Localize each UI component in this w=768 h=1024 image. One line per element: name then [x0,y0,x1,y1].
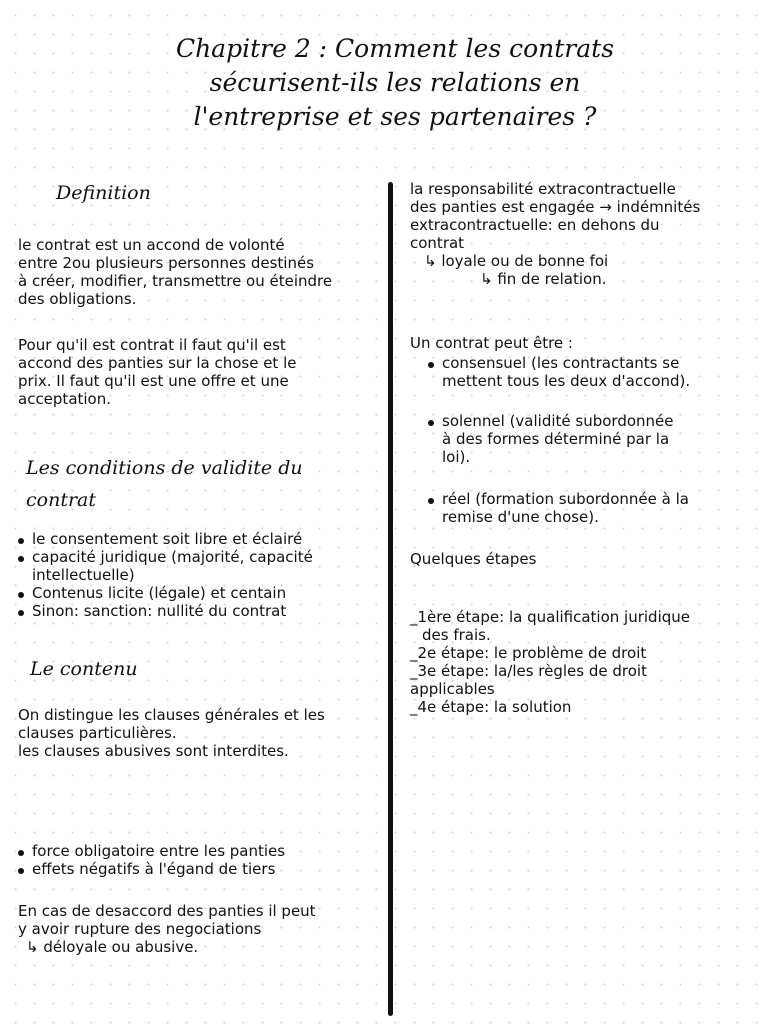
contenu-paragraph [18,706,325,760]
text-line: En cas de desaccord des panties il peut [18,902,316,920]
text-line: accond des panties sur la chose et le [18,354,297,372]
text-line: la responsabilité extracontractuelle [410,180,676,198]
text-line: Pour qu'il est contrat il faut qu'il est [18,336,286,354]
contract-types-intro: Un contrat peut être : [410,334,573,352]
list-item: le consentement soit libre et éclairé [18,530,313,548]
etapes-heading: Quelques étapes [410,550,537,568]
text-line: des obligations. [18,290,137,308]
text-line: des frais. [422,626,491,644]
effects-list [18,842,285,878]
title-line-3: l'entreprise et ses partenaires ? [193,102,597,131]
responsibility-paragraph [410,180,700,288]
text-line: _1ère étape: la qualification juridique [410,608,691,626]
text-line: contrat [410,234,465,252]
list-item: force obligatoire entre les panties [18,842,285,860]
text-line: _3e étape: la/les règles de droit [410,662,647,680]
conditions-heading-line-1: Les conditions de validite du [26,457,303,479]
disagreement-paragraph [18,902,316,956]
definition-heading: Definition [56,182,151,204]
text-line: applicables [410,680,495,698]
list-item-continuation: intellectuelle) [32,566,135,584]
conditions-list [18,530,313,620]
list-item: capacité juridique (majorité, capacité intellectuelle) [18,548,313,584]
contract-conditions-paragraph [18,336,296,408]
text-line: _2e étape: le problème de droit [410,644,647,662]
conditions-heading-line-2: contrat [26,489,96,511]
text-line: _4e étape: la solution [410,698,572,716]
text-line: prix. Il faut qu'il est une offre et une [18,372,289,390]
list-item: réel (formation subordonnée à la remise d'une chose). [428,490,689,526]
text-line: à créer, modifier, transmettre ou éteindre [18,272,333,290]
text-line: des panties est engagée → indémnités [410,198,701,216]
arrow-line: ↳ fin de relation. [480,270,607,288]
contenu-heading: Le contenu [30,658,138,680]
contract-types-list-3 [428,490,689,526]
text-line: y avoir rupture des negociations [18,920,262,938]
text-line: On distingue les clauses générales et les [18,706,325,724]
list-item: effets négatifs à l'égand de tiers [18,860,285,878]
title-line-2: sécurisent-ils les relations en [209,68,581,97]
text-line: extracontractuelle: en dehons du [410,216,660,234]
list-item: Sinon: sanction: nullité du contrat [18,602,313,620]
definition-paragraph [18,236,332,308]
column-divider [388,182,393,1016]
etapes-list [410,608,690,716]
text-line: clauses particulières. [18,724,177,742]
page-title [120,32,670,134]
text-line: entre 2ou plusieurs personnes destinés [18,254,315,272]
contract-types-list-2 [428,412,673,466]
conditions-heading [26,455,303,513]
contract-types-list [428,354,690,390]
text-line: les clauses abusives sont interdites. [18,742,289,760]
arrow-line: ↳ déloyale ou abusive. [26,938,199,956]
arrow-line: ↳ loyale ou de bonne foi [424,252,609,270]
text-line: le contrat est un accond de volonté [18,236,285,254]
list-item: solennel (validité subordonnée à des formes déterminé par la loi). [428,412,673,466]
list-item: Contenus licite (légale) et centain [18,584,313,602]
text-line: acceptation. [18,390,112,408]
title-line-1: Chapitre 2 : Comment les contrats [175,34,615,63]
list-item: consensuel (les contractants se mettent tous les deux d'accond). [428,354,690,390]
